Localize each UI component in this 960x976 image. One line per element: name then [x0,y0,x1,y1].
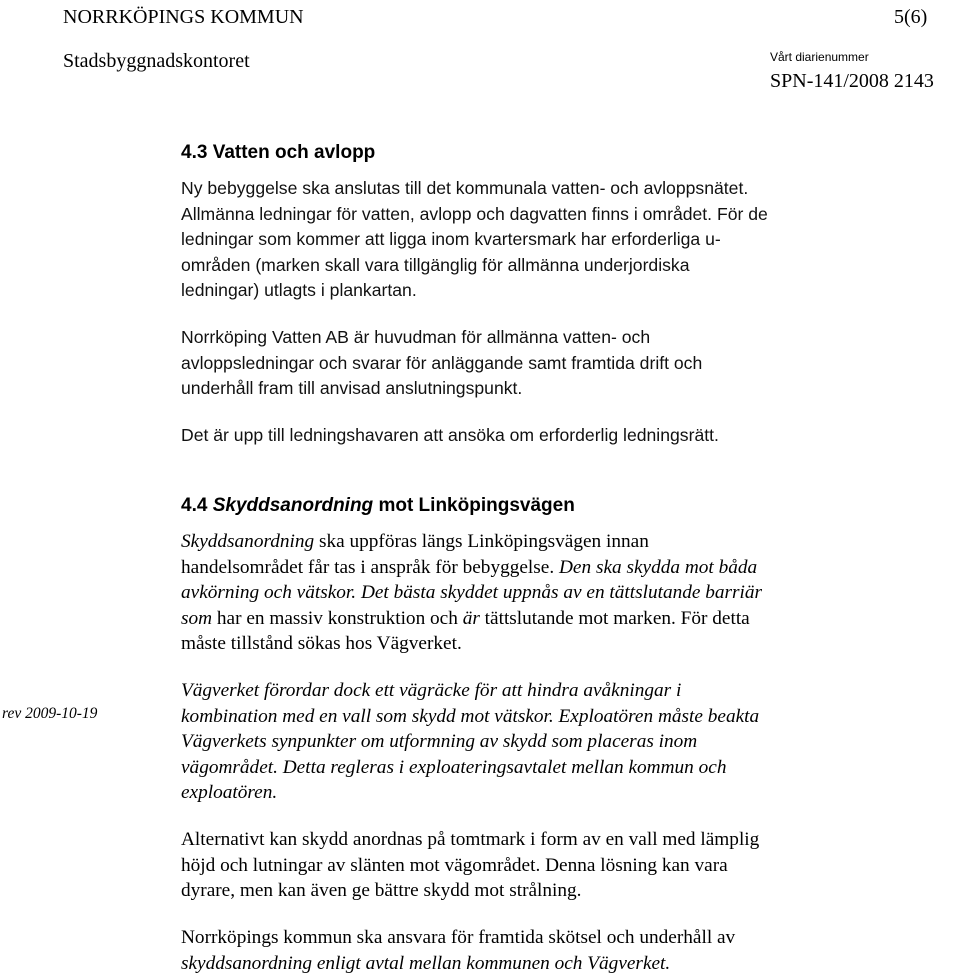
department-name: Stadsbyggnadskontoret [63,50,250,72]
text-line: höjd och lutningar av slänten mot vägområdet. Denna lösning kan vara [181,854,728,876]
text-line: Ny bebyggelse ska anslutas till det kommunala vatten- och avloppsnätet. [181,178,749,198]
text-line [181,951,735,976]
paragraph-alternative [181,827,759,904]
text-line: ledningar som kommer att ligga inom kvartersmark har erforderliga u- [181,229,721,250]
section-heading-4-3: 4.3 Vatten och avlopp [181,142,376,163]
paragraph-principal [181,325,702,402]
heading-rest: mot Linköpingsvägen [373,495,575,516]
section-heading-4-4 [181,494,575,518]
italic-run: Det bästa skyddet uppnås av en tättslutande barriär [360,582,763,604]
text-run: ska uppföras längs Linköpingsvägen innan [314,531,649,552]
text-line: områden (marken skall vara tillgänglig för allmänna underjordiska [181,254,690,275]
italic-term: Skyddsanordning [181,531,315,552]
text-line: avloppsledningar och svarar för anläggande samt framtida drift och [181,352,703,373]
text-run: tättslutande mot marken. För detta [479,607,750,629]
italic-run: som [181,607,213,629]
text-line: vägområdet. Detta regleras i exploateringsavtalet mellan kommun och [181,756,727,778]
reference-label: Vårt diarienummer [770,50,869,64]
text-line: måste tillstånd sökas hos Vägverket. [181,633,462,655]
heading-italic: Skyddsanordning [212,495,374,516]
text-line: exploatören. [181,782,278,804]
paragraph-road-authority [181,678,759,806]
text-line: dyrare, men kan även ge bättre skydd mot strålning. [181,880,582,902]
text-line: Vägverkets synpunkter om utformning av skydd som placeras inom [181,731,698,753]
text-line: kombination med en vall som skydd mot vätskor. Exploatören måste beakta [181,705,760,727]
text-line: Vägverket förordar dock ett vägräcke för att hindra avåkningar i [181,680,682,701]
heading-number: 4.4 [181,495,213,516]
text-run: har en massiv konstruktion och [212,607,463,629]
text-line: Allmänna ledningar för vatten, avlopp och dagvatten finns i området. För de [181,203,768,224]
text-line: Norrköpings kommun ska ansvara för framtida skötsel och underhåll av [181,927,736,948]
text-run: handelsområdet får tas i anspråk för bebyggelse. [181,556,559,578]
paragraph-connection [181,176,768,304]
italic-run: Den ska skydda mot båda [559,556,758,578]
paragraph-easement [181,423,719,449]
page-number: 5(6) [894,6,928,28]
text-line: Norrköping Vatten AB är huvudman för allmänna vatten- och [181,327,651,347]
text-line: ledningar) utlagts i plankartan. [181,280,417,301]
organization-name: NORRKÖPINGS KOMMUN [63,6,304,28]
text-line [181,555,762,581]
text-line: underhåll fram till anvisad anslutningspunkt. [181,378,523,399]
text-line: Alternativt kan skydd anordnas på tomtmark i form av en vall med lämplig [181,829,760,850]
revision-note: rev 2009-10-19 [2,705,98,722]
italic-run: avkörning och vätskor. [181,582,357,604]
text-line [181,606,762,632]
text-line: Det är upp till ledningshavaren att ansöka om erforderlig ledningsrätt. [181,425,719,445]
text-line [181,580,762,606]
reference-number: SPN-141/2008 2143 [770,70,934,92]
italic-run: skyddsanordning enligt avtal mellan kommunen och Vägverket. [181,952,671,974]
text-line [181,529,762,555]
paragraph-maintenance [181,925,735,976]
paragraph-protection [181,529,762,657]
italic-run: är [462,607,480,629]
